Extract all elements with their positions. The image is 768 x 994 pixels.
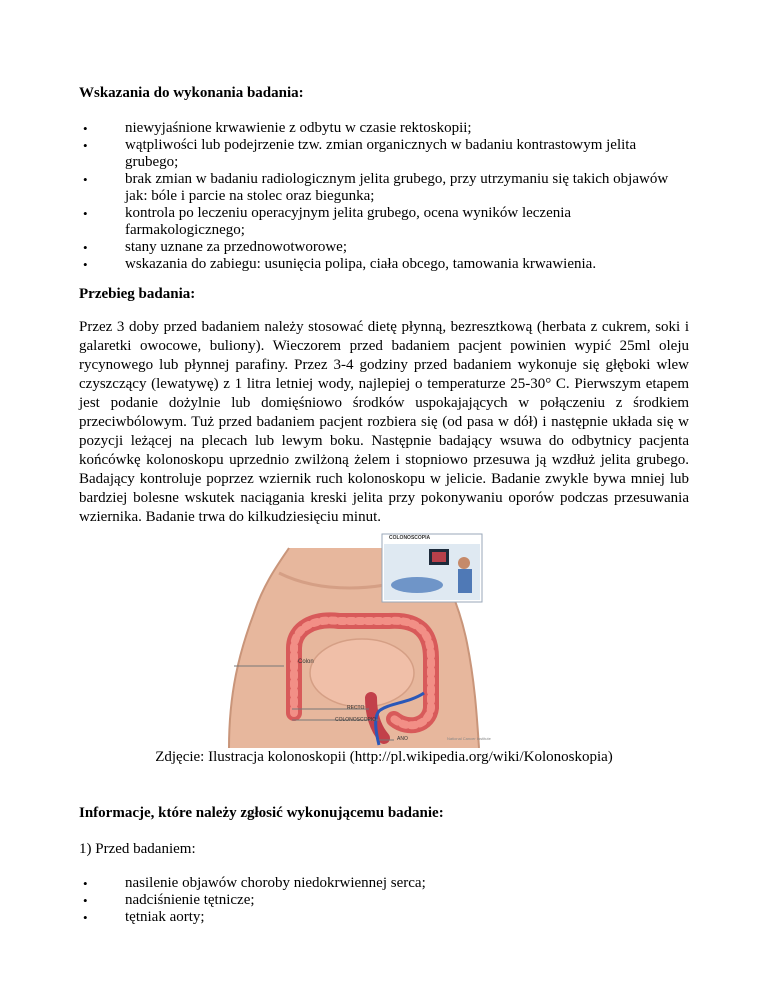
list-item: • tętniak aorty; (79, 909, 689, 926)
before-exam-subheading: 1) Przed badaniem: (79, 841, 196, 857)
colonoscopio-label: COLONOSCOPIO (335, 717, 377, 723)
document-content (79, 84, 689, 926)
indications-list (79, 120, 689, 273)
figure-caption: Zdjęcie: Ilustracja kolonoskopii (http://pl.wikipedia.org/wiki/Kolonoskopia) (155, 749, 613, 765)
colonoscopy-illustration (79, 533, 689, 748)
list-item: • wątpliwości lub podejrzenie tzw. zmian organicznych w badaniu kontrastowym jelita grubego; (79, 137, 689, 171)
list-item: • nadciśnienie tętnicze; (79, 892, 689, 909)
procedure-heading: Przebieg badania: (79, 286, 196, 302)
list-item: • niewyjaśnione krwawienie z odbytu w czasie rektoskopii; (79, 120, 689, 137)
ano-label: ANO (397, 736, 408, 742)
list-item: • nasilenie objawów choroby niedokrwiennej serca; (79, 875, 689, 892)
image-credit: National Cancer Institute (447, 736, 491, 741)
inset-label: COLONOSCOPIA (389, 535, 431, 541)
recto-label: RECTO (347, 705, 365, 711)
colonoscopy-image (79, 533, 689, 748)
list-item: • brak zmian w badaniu radiologicznym jelita grubego, przy utrzymaniu się takich objawów jak: bóle i parcie na stolec oraz biegunka; (79, 171, 689, 205)
procedure-paragraph: Przez 3 doby przed badaniem należy stosować dietę płynną, bezresztkową (herbata z cukrem, soki i galaretki owocowe, buliony). Wieczorem przed badaniem pacjent powinien wypić 25ml oleju rycynowego lub płynnej parafiny. Przez 3-4 godziny przed badaniem wykonuje się głęboki wlew czyszczący (lewatywę) z 1 litra letniej wody, najlepiej o temperaturze 25-30° C. Pierwszym etapem jest podanie dożylnie lub domięśniowo środków uspokajających w połączeniu z środkiem przeciwbólowym. Tuż przed badaniem pacjent rozbiera się (od pasa w dół) i następnie układa się w pozycji leżącej na plecach lub lewym boku. Następnie badający wsuwa do odbytnicy pacjenta końcówkę kolonoskopu uprzednio zwilżoną żelem i stopniowo przesuwa ją wzdłuż jelita grubego. Badający kontroluje poprzez wziernik ruch kolonoskopu w jelicie. Badanie zwykle bywa mniej lub bardziej bolesne wskutek naciągania kreski jelita przy pokonywaniu oporów podczas przesuwania wziernika. Badanie trwa do kilkudziesięciu minut. (79, 319, 689, 525)
indications-heading: Wskazania do wykonania badania: (79, 85, 304, 101)
list-item: • stany uznane za przednowotworowe; (79, 239, 689, 256)
information-heading: Informacje, które należy zgłosić wykonującemu badanie: (79, 805, 444, 821)
colon-label: Colon (298, 659, 314, 665)
list-item: • wskazania do zabiegu: usunięcia polipa, ciała obcego, tamowania krwawienia. (79, 256, 689, 273)
before-exam-list (79, 875, 689, 926)
list-item: • kontrola po leczeniu operacyjnym jelita grubego, ocena wyników leczenia farmakologicznego; (79, 205, 689, 239)
